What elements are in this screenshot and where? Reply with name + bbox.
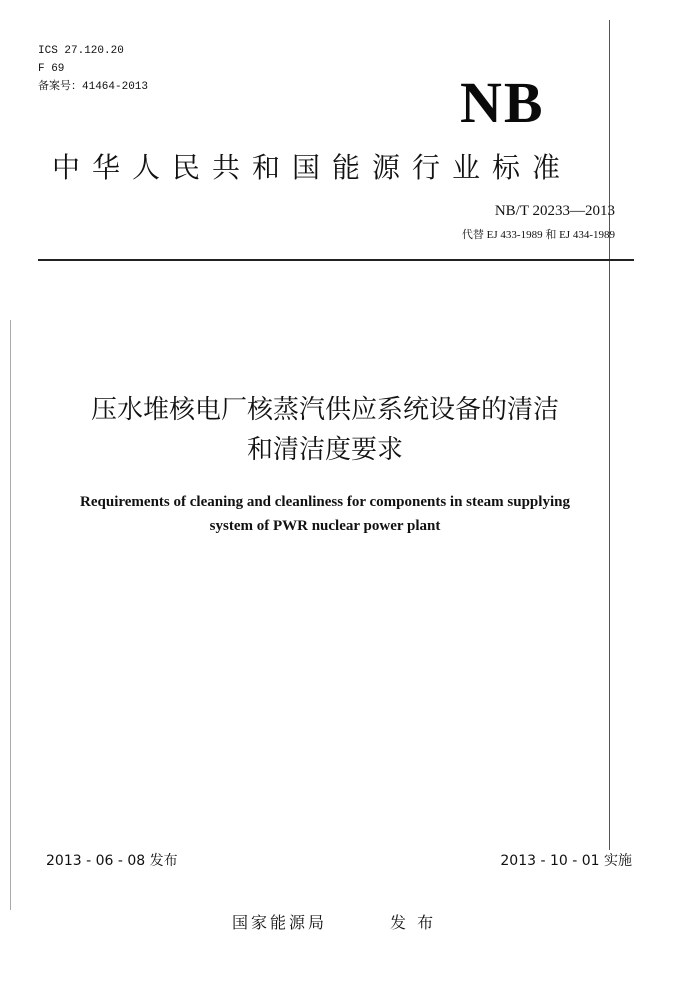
title-en-line2: system of PWR nuclear power plant (209, 518, 441, 534)
ics-code: ICS 27.120.20 (38, 45, 124, 57)
publish-date: 2013 - 06 - 08 发布 (46, 853, 178, 869)
header-divider (38, 259, 634, 261)
record-number: 备案号：41464-2013 (38, 81, 149, 93)
issuer-action: 发 布 (390, 913, 437, 932)
replaces-standards: 代替 EJ 433-1989 和 EJ 434-1989 (461, 229, 615, 241)
title-en-line1: Requirements of cleaning and cleanliness for components in steam supplying (80, 494, 570, 510)
ccs-code: F 69 (38, 63, 65, 75)
standard-number: NB/T 20233—2013 (494, 203, 615, 219)
title-cn-line1: 压水堆核电厂核蒸汽供应系统设备的清洁 (90, 395, 559, 425)
nb-logo: NB (460, 70, 545, 135)
title-cn-line2: 和清洁度要求 (246, 435, 403, 465)
standard-type: 中华人民共和国能源行业标准 (52, 151, 573, 184)
issuer-name: 国家能源局 (232, 913, 328, 932)
scan-line-left (10, 320, 11, 910)
implement-date: 2013 - 10 - 01 实施 (500, 853, 632, 869)
